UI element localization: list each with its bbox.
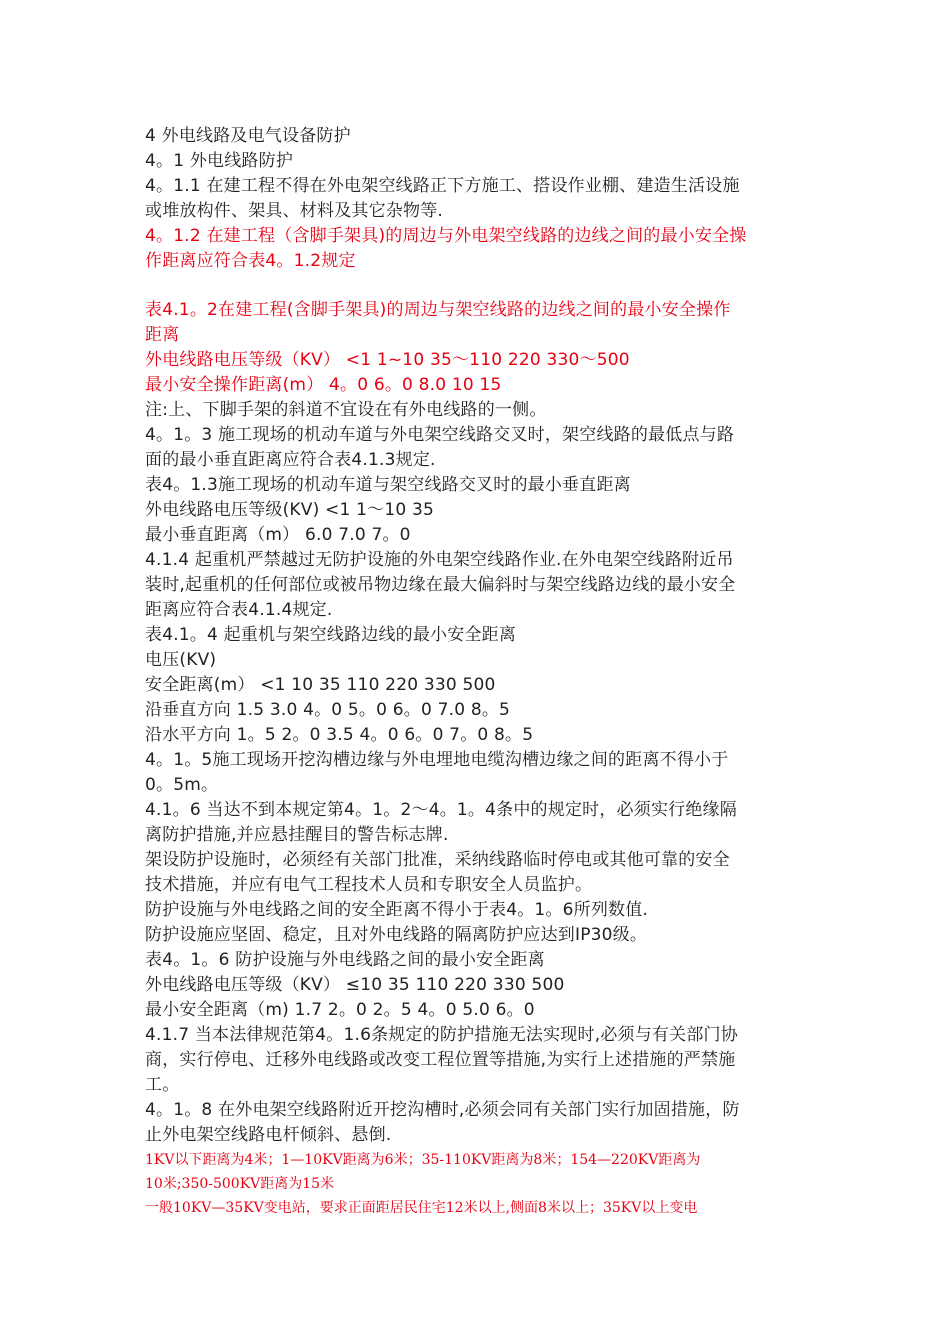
paragraph-line: 防护设施应坚固、稳定，且对外电线路的隔离防护应达到IP30级。 <box>145 925 648 945</box>
paragraph-line: 止外电架空线路电杆倾斜、悬倒. <box>145 1125 392 1145</box>
paragraph-line: 工。 <box>145 1075 180 1095</box>
paragraph-line: 距离应符合表4.1.4规定. <box>145 600 333 620</box>
paragraph-line: 或堆放构件、架具、材料及其它杂物等. <box>145 201 444 221</box>
highlighted-note-line: 一般10KV—35KV变电站，要求正面距居民住宅12米以上,侧面8米以上；35KV以上变电 <box>145 1200 698 1216</box>
paragraph-line: 4。1。3 施工现场的机动车道与外电架空线路交叉时，架空线路的最低点与路 <box>145 425 735 445</box>
document-body <box>145 124 815 1220</box>
table-caption: 表4。1.3施工现场的机动车道与架空线路交叉时的最小垂直距离 <box>145 475 631 495</box>
table-row: 外电线路电压等级(KV) <1 1～10 35 <box>145 500 434 520</box>
paragraph-line: 商，实行停电、迁移外电线路或改变工程位置等措施,为实行上述措施的严禁施 <box>145 1050 736 1070</box>
table-row: 沿水平方向 1。5 2。0 3.5 4。0 6。0 7。0 8。5 <box>145 725 534 745</box>
table-row: 外电线路电压等级（KV） <1 1~10 35～110 220 330～500 <box>145 350 630 370</box>
paragraph-line: 技术措施，并应有电气工程技术人员和专职安全人员监护。 <box>145 875 593 895</box>
paragraph-line: 4。1。8 在外电架空线路附近开挖沟槽时,必须会同有关部门实行加固措施，防 <box>145 1100 740 1120</box>
highlighted-paragraph-line: 4。1.2 在建工程（含脚手架具)的周边与外电架空线路的边线之间的最小安全操 <box>145 226 747 246</box>
table-row: 安全距离(m） <1 10 35 110 220 330 500 <box>145 675 496 695</box>
table-row: 沿垂直方向 1.5 3.0 4。0 5。0 6。0 7.0 8。5 <box>145 700 511 720</box>
paragraph-line: 4.1.4 起重机严禁越过无防护设施的外电架空线路作业.在外电架空线路附近吊 <box>145 550 734 570</box>
paragraph-line: 架设防护设施时，必须经有关部门批准，采纳线路临时停电或其他可靠的安全 <box>145 850 730 870</box>
highlighted-paragraph-line: 作距离应符合表4。1.2规定 <box>145 251 356 271</box>
highlighted-note-line: 1KV以下距离为4米；1—10KV距离为6米；35-110KV距离为8米；154—220KV距离为 <box>145 1152 701 1168</box>
table-row: 最小垂直距离（m） 6.0 7.0 7。0 <box>145 525 411 545</box>
subsection-heading: 4。1 外电线路防护 <box>145 151 294 171</box>
paragraph-line: 4。1.1 在建工程不得在外电架空线路正下方施工、搭设作业棚、建造生活设施 <box>145 176 740 196</box>
paragraph-line: 装时,起重机的任何部位或被吊物边缘在最大偏斜时与架空线路边线的最小安全 <box>145 575 736 595</box>
table-row: 电压(KV) <box>145 650 217 670</box>
table-row: 外电线路电压等级（KV） ≤10 35 110 220 330 500 <box>145 975 565 995</box>
table-caption: 表4.1。4 起重机与架空线路边线的最小安全距离 <box>145 625 517 645</box>
table-caption: 表4。1。6 防护设施与外电线路之间的最小安全距离 <box>145 950 545 970</box>
highlighted-note-line: 10米;350-500KV距离为15米 <box>145 1176 335 1192</box>
paragraph-line: 4.1。6 当达不到本规定第4。1。2～4。1。4条中的规定时，必须实行绝缘隔 <box>145 800 737 820</box>
blank-line <box>145 274 815 298</box>
paragraph-line: 离防护措施,并应悬挂醒目的警告标志牌. <box>145 825 449 845</box>
paragraph-line: 防护设施与外电线路之间的安全距离不得小于表4。1。6所列数值. <box>145 900 649 920</box>
note-line: 注:上、下脚手架的斜道不宜设在有外电线路的一侧。 <box>145 400 547 420</box>
table-row: 最小安全距离（m) 1.7 2。0 2。5 4。0 5.0 6。0 <box>145 1000 535 1020</box>
paragraph-line: 4.1.7 当本法律规范第4。1.6条规定的防护措施无法实现时,必须与有关部门协 <box>145 1025 738 1045</box>
table-caption: 距离 <box>145 325 180 345</box>
paragraph-line: 面的最小垂直距离应符合表4.1.3规定. <box>145 450 436 470</box>
paragraph-line: 4。1。5施工现场开挖沟槽边缘与外电埋地电缆沟槽边缘之间的距离不得小于 <box>145 750 729 770</box>
section-heading: 4 外电线路及电气设备防护 <box>145 126 351 146</box>
table-row: 最小安全操作距离(m） 4。0 6。0 8.0 10 15 <box>145 375 502 395</box>
table-caption: 表4.1。2在建工程(含脚手架具)的周边与架空线路的边线之间的最小安全操作 <box>145 300 731 320</box>
paragraph-line: 0。5m。 <box>145 775 219 795</box>
